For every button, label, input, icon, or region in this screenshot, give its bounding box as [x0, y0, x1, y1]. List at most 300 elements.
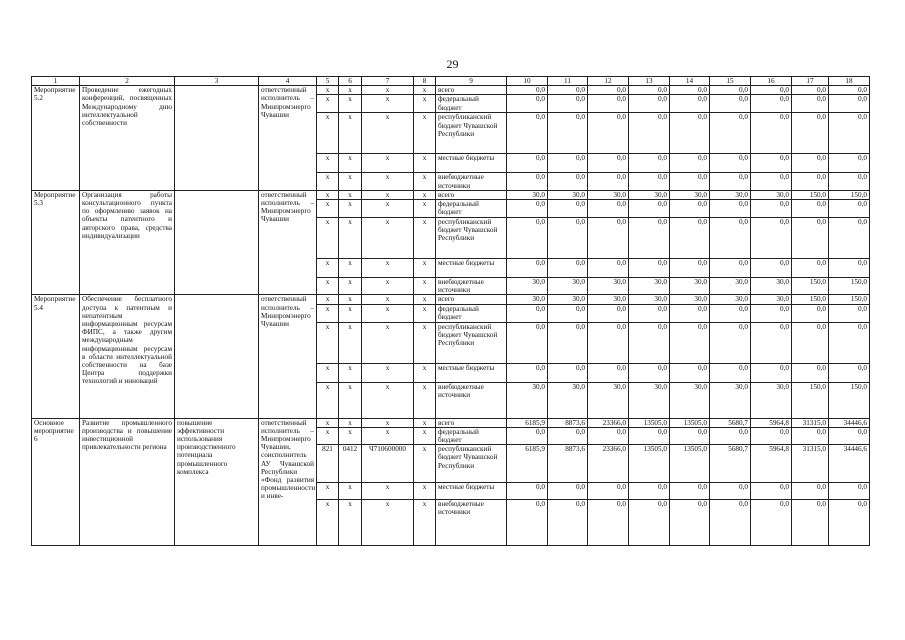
funding-source: республиканский бюджет Чувашской Республики — [436, 322, 507, 363]
budget-code-csr: Ч710600000 — [362, 445, 414, 483]
funding-value: 0,0 — [548, 218, 588, 259]
budget-code-csr: x — [362, 278, 414, 295]
funding-value: 0,0 — [710, 363, 751, 382]
column-number: 1 — [32, 77, 80, 86]
funding-value: 0,0 — [548, 200, 588, 218]
column-number: 5 — [317, 77, 339, 86]
funding-value: 150,0 — [792, 278, 829, 295]
column-number: 2 — [80, 77, 175, 86]
budget-code-csr: x — [362, 382, 414, 418]
funding-value: 0,0 — [548, 154, 588, 173]
funding-value: 0,0 — [792, 173, 829, 190]
funding-value: 0,0 — [792, 86, 829, 95]
budget-code-rzpr: x — [339, 173, 362, 190]
funding-value: 0,0 — [548, 113, 588, 154]
funding-value: 0,0 — [710, 304, 751, 322]
funding-value: 0,0 — [710, 95, 751, 113]
funding-value: 30,0 — [710, 190, 751, 199]
funding-value: 0,0 — [670, 86, 710, 95]
funding-value: 0,0 — [670, 173, 710, 190]
funding-value: 0,0 — [588, 483, 629, 500]
funding-value: 0,0 — [751, 173, 792, 190]
funding-value: 30,0 — [710, 382, 751, 418]
funding-value: 30,0 — [710, 278, 751, 295]
funding-value: 0,0 — [629, 304, 670, 322]
measure-label: Мероприятие 5.2 — [32, 86, 80, 191]
funding-value: 0,0 — [588, 86, 629, 95]
funding-value: 0,0 — [710, 86, 751, 95]
column-number: 6 — [339, 77, 362, 86]
budget-code-rzpr: x — [339, 95, 362, 113]
column-number: 8 — [414, 77, 436, 86]
funding-value: 0,0 — [629, 259, 670, 278]
budget-code-rzpr: x — [339, 113, 362, 154]
budget-code-csr: x — [362, 500, 414, 546]
funding-value: 0,0 — [670, 113, 710, 154]
funding-value: 0,0 — [751, 322, 792, 363]
funding-value: 0,0 — [629, 483, 670, 500]
column-number: 4 — [259, 77, 317, 86]
budget-code-grbs: x — [317, 500, 339, 546]
funding-value: 0,0 — [792, 259, 829, 278]
budget-code-rzpr: x — [339, 483, 362, 500]
funding-value: 0,0 — [829, 500, 870, 546]
budget-code-rzpr: x — [339, 500, 362, 546]
funding-value: 0,0 — [588, 95, 629, 113]
measure-label: Мероприятие 5.3 — [32, 190, 80, 295]
funding-value: 0,0 — [507, 322, 548, 363]
funding-value: 30,0 — [588, 190, 629, 199]
funding-value: 13505,0 — [670, 445, 710, 483]
funding-value: 0,0 — [710, 322, 751, 363]
funding-value: 0,0 — [829, 173, 870, 190]
budget-code-vr: x — [414, 218, 436, 259]
funding-value: 30,0 — [629, 295, 670, 304]
funding-value: 0,0 — [751, 500, 792, 546]
budget-code-csr: x — [362, 200, 414, 218]
budget-code-rzpr: x — [339, 295, 362, 304]
funding-value: 0,0 — [548, 95, 588, 113]
funding-source: местные бюджеты — [436, 363, 507, 382]
budget-code-csr: x — [362, 154, 414, 173]
funding-value: 6185,9 — [507, 445, 548, 483]
budget-code-vr: x — [414, 500, 436, 546]
funding-value: 31315,0 — [792, 418, 829, 427]
funding-value: 30,0 — [710, 295, 751, 304]
funding-value: 0,0 — [507, 304, 548, 322]
funding-value: 30,0 — [588, 295, 629, 304]
budget-code-vr: x — [414, 173, 436, 190]
budget-code-vr: x — [414, 86, 436, 95]
measure-label: Мероприятие 5.4 — [32, 295, 80, 418]
funding-value: 150,0 — [829, 382, 870, 418]
budget-code-rzpr: x — [339, 200, 362, 218]
funding-value: 30,0 — [588, 382, 629, 418]
measure-description: Проведение ежегодных конференций, посвященных Международному дню интеллектуальной собственности — [80, 86, 175, 191]
funding-value: 30,0 — [751, 278, 792, 295]
funding-value: 13505,0 — [670, 418, 710, 427]
funding-value: 0,0 — [629, 154, 670, 173]
budget-code-csr: x — [362, 427, 414, 444]
funding-value: 0,0 — [629, 113, 670, 154]
budget-code-grbs: x — [317, 363, 339, 382]
budget-code-grbs: x — [317, 113, 339, 154]
funding-value: 0,0 — [670, 95, 710, 113]
budget-code-rzpr: x — [339, 304, 362, 322]
funding-value: 0,0 — [629, 363, 670, 382]
funding-value: 0,0 — [751, 427, 792, 444]
funding-value: 0,0 — [588, 259, 629, 278]
funding-value: 0,0 — [670, 154, 710, 173]
funding-value: 0,0 — [829, 218, 870, 259]
funding-value: 0,0 — [629, 500, 670, 546]
funding-value: 0,0 — [710, 154, 751, 173]
funding-value: 0,0 — [629, 427, 670, 444]
measure-executor: ответственный исполнитель – Минпромэнерго Чувашии — [259, 295, 317, 418]
funding-value: 0,0 — [507, 363, 548, 382]
funding-value: 0,0 — [548, 427, 588, 444]
funding-value: 0,0 — [588, 322, 629, 363]
budget-code-vr: x — [414, 113, 436, 154]
budget-code-grbs: x — [317, 418, 339, 427]
measure-executor: ответственный исполнитель – Минпромэнерго Чувашии, соисполнитель АУ Чувашской Республики «Фонд развития промышленности и инве- — [259, 418, 317, 546]
budget-code-rzpr: x — [339, 86, 362, 95]
funding-source: местные бюджеты — [436, 483, 507, 500]
funding-value: 0,0 — [792, 363, 829, 382]
budget-code-csr: x — [362, 418, 414, 427]
funding-value: 0,0 — [792, 95, 829, 113]
funding-value: 0,0 — [629, 173, 670, 190]
funding-value: 30,0 — [588, 278, 629, 295]
column-number: 3 — [175, 77, 259, 86]
funding-value: 0,0 — [829, 154, 870, 173]
funding-value: 0,0 — [829, 304, 870, 322]
funding-value: 23366,0 — [588, 445, 629, 483]
funding-value: 0,0 — [710, 500, 751, 546]
funding-value: 0,0 — [629, 95, 670, 113]
budget-code-rzpr: x — [339, 322, 362, 363]
measure-label: Основное мероприятие 6 — [32, 418, 80, 546]
funding-value: 6185,9 — [507, 418, 548, 427]
budget-code-csr: x — [362, 190, 414, 199]
column-number: 13 — [629, 77, 670, 86]
funding-value: 8873,6 — [548, 445, 588, 483]
funding-value: 0,0 — [829, 483, 870, 500]
budget-code-grbs: x — [317, 173, 339, 190]
measure-goal — [175, 190, 259, 295]
column-number: 15 — [710, 77, 751, 86]
budget-code-vr: x — [414, 295, 436, 304]
budget-code-grbs: x — [317, 190, 339, 199]
budget-code-grbs: x — [317, 154, 339, 173]
budget-code-grbs: x — [317, 322, 339, 363]
budget-code-rzpr: x — [339, 278, 362, 295]
funding-value: 31315,0 — [792, 445, 829, 483]
column-number: 9 — [436, 77, 507, 86]
funding-value: 0,0 — [548, 483, 588, 500]
funding-source: внебюджетные источники — [436, 278, 507, 295]
funding-value: 0,0 — [710, 113, 751, 154]
page-number: 29 — [446, 57, 459, 71]
funding-value: 0,0 — [792, 322, 829, 363]
funding-source: республиканский бюджет Чувашской Республики — [436, 218, 507, 259]
budget-code-csr: x — [362, 259, 414, 278]
budget-code-vr: x — [414, 95, 436, 113]
funding-value: 30,0 — [670, 295, 710, 304]
funding-value: 0,0 — [588, 200, 629, 218]
column-number: 11 — [548, 77, 588, 86]
budget-code-vr: x — [414, 382, 436, 418]
measure-goal: повышение эффективности использования производственного потенциала промышленного комплекса — [175, 418, 259, 546]
funding-value: 0,0 — [670, 304, 710, 322]
funding-value: 0,0 — [588, 304, 629, 322]
budget-code-vr: x — [414, 418, 436, 427]
funding-value: 0,0 — [751, 86, 792, 95]
funding-value: 13505,0 — [629, 418, 670, 427]
funding-value: 0,0 — [629, 218, 670, 259]
measure-description: Организация работы консультационного пункта по оформлению заявок на объекты патентного и авторского права, средства индивидуализации — [80, 190, 175, 295]
funding-value: 13505,0 — [629, 445, 670, 483]
program-funding-table — [31, 76, 870, 546]
funding-value: 0,0 — [792, 113, 829, 154]
funding-value: 30,0 — [751, 190, 792, 199]
funding-value: 0,0 — [507, 218, 548, 259]
measure-description: Развитие промышленного производства и повышение инвестиционной привлекательности региона — [80, 418, 175, 546]
funding-value: 0,0 — [710, 483, 751, 500]
funding-value: 0,0 — [829, 322, 870, 363]
column-number: 17 — [792, 77, 829, 86]
funding-value: 0,0 — [670, 322, 710, 363]
funding-value: 5680,7 — [710, 445, 751, 483]
budget-code-grbs: x — [317, 218, 339, 259]
funding-source: республиканский бюджет Чувашской Республики — [436, 445, 507, 483]
funding-value: 150,0 — [792, 190, 829, 199]
funding-value: 0,0 — [829, 259, 870, 278]
funding-source: федеральный бюджет — [436, 427, 507, 444]
budget-code-grbs: x — [317, 483, 339, 500]
funding-source: федеральный бюджет — [436, 304, 507, 322]
budget-code-csr: x — [362, 295, 414, 304]
funding-value: 0,0 — [507, 500, 548, 546]
funding-value: 0,0 — [507, 113, 548, 154]
funding-value: 0,0 — [507, 427, 548, 444]
funding-value: 30,0 — [751, 295, 792, 304]
column-number: 14 — [670, 77, 710, 86]
budget-code-vr: x — [414, 363, 436, 382]
budget-code-rzpr: x — [339, 427, 362, 444]
funding-value: 0,0 — [792, 483, 829, 500]
funding-value: 30,0 — [629, 278, 670, 295]
budget-code-csr: x — [362, 218, 414, 259]
measure-goal — [175, 86, 259, 191]
funding-value: 0,0 — [710, 427, 751, 444]
funding-value: 5964,8 — [751, 418, 792, 427]
funding-value: 0,0 — [588, 154, 629, 173]
funding-value: 150,0 — [829, 190, 870, 199]
funding-value: 30,0 — [751, 382, 792, 418]
funding-value: 0,0 — [751, 304, 792, 322]
funding-value: 0,0 — [588, 113, 629, 154]
funding-value: 0,0 — [588, 173, 629, 190]
funding-value: 0,0 — [507, 483, 548, 500]
budget-code-grbs: x — [317, 427, 339, 444]
funding-value: 0,0 — [507, 86, 548, 95]
budget-code-csr: x — [362, 113, 414, 154]
funding-value: 150,0 — [792, 295, 829, 304]
funding-value: 30,0 — [507, 382, 548, 418]
table-row — [32, 190, 870, 199]
funding-value: 0,0 — [751, 95, 792, 113]
funding-source: федеральный бюджет — [436, 95, 507, 113]
funding-value: 0,0 — [588, 500, 629, 546]
budget-code-rzpr: 0412 — [339, 445, 362, 483]
funding-value: 30,0 — [670, 278, 710, 295]
budget-code-vr: x — [414, 154, 436, 173]
column-number: 10 — [507, 77, 548, 86]
funding-value: 5964,8 — [751, 445, 792, 483]
funding-source: всего — [436, 190, 507, 199]
funding-value: 0,0 — [710, 218, 751, 259]
funding-value: 0,0 — [751, 200, 792, 218]
budget-code-rzpr: x — [339, 190, 362, 199]
funding-value: 0,0 — [548, 259, 588, 278]
funding-value: 0,0 — [548, 304, 588, 322]
funding-value: 0,0 — [829, 200, 870, 218]
budget-code-csr: x — [362, 322, 414, 363]
funding-value: 0,0 — [507, 259, 548, 278]
budget-code-vr: x — [414, 483, 436, 500]
budget-code-vr: x — [414, 445, 436, 483]
funding-source: внебюджетные источники — [436, 173, 507, 190]
funding-value: 0,0 — [670, 200, 710, 218]
budget-code-csr: x — [362, 483, 414, 500]
funding-value: 30,0 — [548, 382, 588, 418]
funding-value: 0,0 — [751, 218, 792, 259]
funding-value: 30,0 — [507, 190, 548, 199]
funding-value: 0,0 — [507, 200, 548, 218]
funding-value: 8873,6 — [548, 418, 588, 427]
funding-value: 0,0 — [751, 113, 792, 154]
measure-executor: ответственный исполнитель – Минпромэнерго Чувашии — [259, 190, 317, 295]
funding-value: 0,0 — [670, 363, 710, 382]
budget-code-grbs: x — [317, 382, 339, 418]
measure-executor: ответственный исполнитель – Минпромэнерго Чувашии — [259, 86, 317, 191]
funding-value: 30,0 — [670, 190, 710, 199]
funding-value: 30,0 — [629, 190, 670, 199]
table-row — [32, 295, 870, 304]
budget-code-vr: x — [414, 190, 436, 199]
funding-value: 0,0 — [751, 259, 792, 278]
funding-value: 5680,7 — [710, 418, 751, 427]
funding-value: 30,0 — [548, 190, 588, 199]
funding-value: 0,0 — [670, 500, 710, 546]
funding-value: 34446,6 — [829, 418, 870, 427]
budget-code-vr: x — [414, 200, 436, 218]
funding-value: 30,0 — [507, 278, 548, 295]
funding-value: 0,0 — [829, 363, 870, 382]
funding-value: 0,0 — [751, 363, 792, 382]
funding-value: 0,0 — [548, 363, 588, 382]
measure-goal — [175, 295, 259, 418]
funding-value: 0,0 — [548, 322, 588, 363]
budget-code-grbs: x — [317, 86, 339, 95]
funding-value: 0,0 — [751, 483, 792, 500]
funding-value: 0,0 — [792, 500, 829, 546]
budget-code-grbs: 821 — [317, 445, 339, 483]
funding-value: 0,0 — [507, 95, 548, 113]
funding-value: 0,0 — [710, 173, 751, 190]
funding-value: 30,0 — [670, 382, 710, 418]
funding-value: 0,0 — [548, 86, 588, 95]
funding-source: всего — [436, 295, 507, 304]
funding-value: 0,0 — [792, 200, 829, 218]
budget-code-vr: x — [414, 278, 436, 295]
column-number-row — [32, 77, 870, 86]
funding-value: 0,0 — [710, 259, 751, 278]
funding-value: 0,0 — [507, 173, 548, 190]
funding-source: внебюджетные источники — [436, 500, 507, 546]
funding-source: всего — [436, 418, 507, 427]
funding-value: 0,0 — [710, 200, 751, 218]
funding-value: 0,0 — [507, 154, 548, 173]
funding-value: 150,0 — [792, 382, 829, 418]
budget-code-vr: x — [414, 259, 436, 278]
budget-code-rzpr: x — [339, 154, 362, 173]
column-number: 12 — [588, 77, 629, 86]
budget-code-rzpr: x — [339, 418, 362, 427]
funding-value: 0,0 — [670, 259, 710, 278]
funding-value: 0,0 — [751, 154, 792, 173]
measure-description: Обеспечение бесплатного доступа к патентным и непатентным информационным ресурсам ФИПС, а также другим международным информационным ресурсам в области интеллектуальной собственности на базе Центра поддержки технологий и инноваций — [80, 295, 175, 418]
funding-value: 0,0 — [588, 427, 629, 444]
budget-code-vr: x — [414, 322, 436, 363]
funding-value: 0,0 — [792, 304, 829, 322]
funding-value: 30,0 — [548, 278, 588, 295]
budget-code-csr: x — [362, 95, 414, 113]
funding-value: 0,0 — [629, 86, 670, 95]
budget-code-rzpr: x — [339, 259, 362, 278]
funding-value: 0,0 — [588, 218, 629, 259]
funding-value: 0,0 — [629, 322, 670, 363]
budget-code-rzpr: x — [339, 363, 362, 382]
budget-code-csr: x — [362, 173, 414, 190]
table-row — [32, 86, 870, 95]
funding-value: 0,0 — [670, 218, 710, 259]
budget-code-grbs: x — [317, 259, 339, 278]
funding-value: 0,0 — [829, 113, 870, 154]
funding-source: федеральный бюджет — [436, 200, 507, 218]
funding-value: 0,0 — [670, 483, 710, 500]
funding-value: 0,0 — [829, 95, 870, 113]
funding-value: 0,0 — [829, 86, 870, 95]
budget-code-rzpr: x — [339, 218, 362, 259]
budget-code-csr: x — [362, 86, 414, 95]
funding-value: 0,0 — [548, 500, 588, 546]
funding-value: 34446,6 — [829, 445, 870, 483]
funding-value: 150,0 — [829, 278, 870, 295]
funding-value: 0,0 — [670, 427, 710, 444]
budget-code-grbs: x — [317, 278, 339, 295]
funding-value: 0,0 — [588, 363, 629, 382]
budget-code-grbs: x — [317, 200, 339, 218]
funding-source: республиканский бюджет Чувашской Республики — [436, 113, 507, 154]
funding-source: внебюджетные источники — [436, 382, 507, 418]
budget-code-grbs: x — [317, 295, 339, 304]
funding-value: 0,0 — [829, 427, 870, 444]
budget-code-csr: x — [362, 363, 414, 382]
funding-source: всего — [436, 86, 507, 95]
column-number: 7 — [362, 77, 414, 86]
